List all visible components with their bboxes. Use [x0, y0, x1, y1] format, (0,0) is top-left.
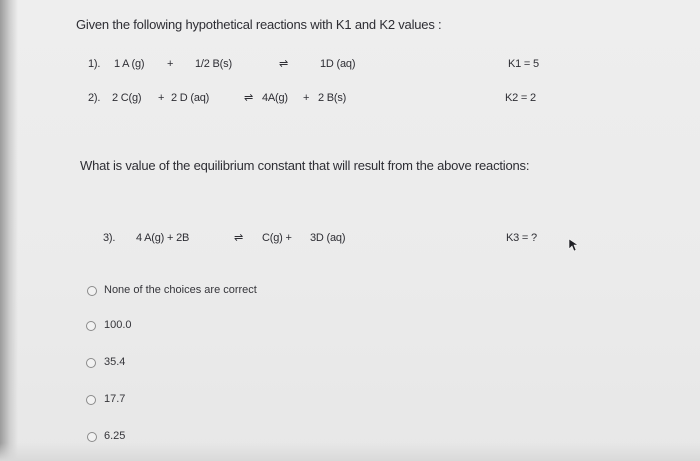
answer-choice-4-label: 17.7 [104, 393, 126, 405]
target-reaction-product-2: 3D (aq) [310, 232, 346, 244]
mouse-cursor-icon [568, 238, 580, 252]
answer-choice-1-label: None of the choices are correct [104, 284, 257, 296]
reaction-2-product-2: 2 B(s) [318, 92, 347, 104]
reaction-1-plus-1: + [167, 58, 174, 70]
reaction-1-arrow: ⇌ [279, 58, 289, 70]
target-reaction-arrow: ⇌ [234, 232, 244, 244]
reaction-2-number: 2). [88, 92, 101, 104]
reaction-1-product-1: 1D (aq) [320, 58, 356, 70]
reaction-2-arrow: ⇌ [244, 92, 254, 104]
answer-choice-2-label: 100.0 [104, 319, 132, 331]
radio-button[interactable] [87, 432, 97, 442]
reaction-1-k-value: K1 = 5 [508, 58, 539, 70]
radio-button[interactable] [86, 395, 96, 405]
reaction-2-product-1: 4A(g) [262, 92, 288, 104]
reaction-2-reactant-2: 2 D (aq) [171, 92, 210, 104]
target-reaction-product-1: C(g) + [262, 232, 292, 244]
answer-choice-5-label: 6.25 [104, 430, 126, 442]
reaction-1-reactant-2: 1/2 B(s) [195, 58, 232, 70]
reaction-2-k-value: K2 = 2 [505, 92, 536, 104]
question-heading: Given the following hypothetical reactions with K1 and K2 values : [76, 17, 442, 32]
reaction-1-number: 1). [88, 58, 101, 70]
question-prompt: What is value of the equilibrium constant that will result from the above reactions: [80, 158, 530, 173]
radio-button[interactable] [86, 321, 96, 331]
reaction-2-plus-1: + [158, 92, 165, 104]
target-reaction-k-value: K3 = ? [506, 232, 537, 244]
radio-button[interactable] [86, 358, 96, 368]
target-reaction-number: 3). [103, 232, 116, 244]
left-edge-shadow [0, 0, 18, 461]
target-reaction-reactant: 4 A(g) + 2B [136, 232, 190, 244]
radio-button[interactable] [87, 286, 97, 296]
bottom-edge-shadow [0, 443, 700, 461]
reaction-2-reactant-1: 2 C(g) [112, 92, 142, 104]
answer-choice-3-label: 35.4 [104, 356, 126, 368]
reaction-2-plus-2: + [303, 92, 310, 104]
reaction-1-reactant-1: 1 A (g) [114, 58, 145, 70]
